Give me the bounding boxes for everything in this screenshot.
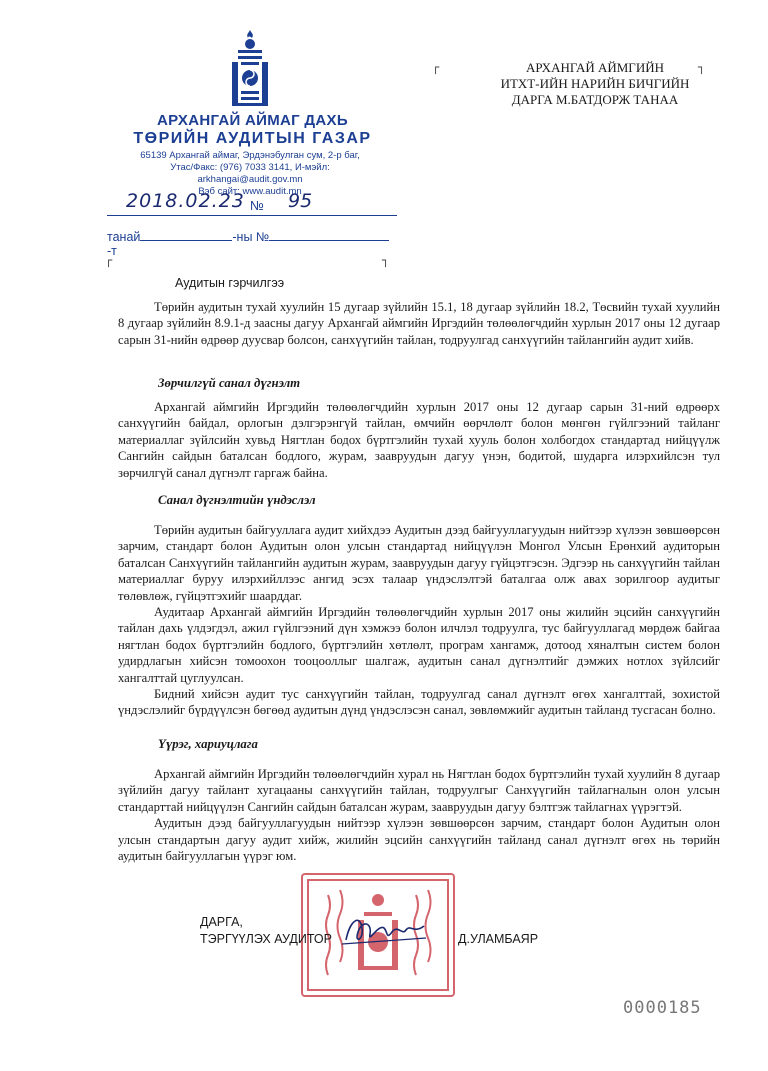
intro-paragraph (118, 299, 720, 348)
soyombo-emblem-icon (228, 28, 272, 108)
addressee-line2: ИТХТ-ИЙН НАРИЙН БИЧГИЙН (500, 76, 690, 91)
ref-tanai: танай (107, 230, 141, 244)
addressee-line1: АРХАНГАЙ АЙМГИЙН (525, 60, 664, 75)
opinion-paragraph (118, 399, 720, 481)
ref-nyi: -ны № (232, 230, 270, 244)
signer-name: Д.УЛАМБАЯР (458, 932, 539, 946)
letter-date: 2018.02.23 (126, 190, 245, 212)
document-serial-number: 0000185 (623, 998, 702, 1018)
addr-corner-left: ┌ (432, 60, 440, 74)
paragraph-text: Архангай аймгийн Иргэдийн төлөөлөгчдийн хурал нь Нягтлан бодох бүртгэлийн тухай хуулийн 8 дугаар зүйлийн дагуу тайлант хугацааны санхүүгийн тайлан, тодруулгыг Санхүүгийн тайлагналын олон улсын стандарттай нийцүүлэн Сангийн сайдын баталсан журам, заавруудын дагуу бэлтгэж тайлагнах үүрэгтэй. (118, 767, 720, 814)
paragraph-text: Бидний хийсэн аудит тус санхүүгийн тайлан, тодруулгад санал дүгнэлт өгөх хангалттай, зохистой үндэслэлийг бүрдүүлсэн бөгөөд аудитын дүнд үндэслэсэн санал, зөвлөмжийг аудитын тайланд тусгасан болно. (118, 687, 720, 718)
paragraph-text: Төрийн аудитын байгууллага аудит хийхдээ Аудитын дээд байгууллагуудын нийтээр хүлээн зөвшөөрсөн зарчим, стандарт болон Аудитын олон улсын стандартад нийцүүлэн Монгол Улсын Ерөнхий аудиторын баталсан Санхүүгийн тайлангийн аудитын журам, заавруудын дагуу гүйцэтгэсэн. Эдгээр нь санхүүгийн тайлан материаллаг буруу илэрхийллээс ангид эсэх талаар үндэслэлтэй баталгаа олж авах зорилгоор аудитыг төлөвлөж, гүйцэтгэхийг шаарддаг. (118, 523, 720, 603)
contact-address: 65139 Архангай аймаг, Эрдэнэбулган сум, 2-р баг, (140, 150, 360, 161)
paragraph-text: Аудитын дээд байгууллагуудын нийтээр хүлээн зөвшөөрсөн зарчим, стандарт болон Аудитын олон улсын стандартын дагуу аудит хийж, жилийн эцсийн санхүүгийн тайланд санал дүгнэлт өгөх нь төрийн аудитын байгууллагын үүрэг юм. (118, 816, 720, 864)
org-name-line1: АРХАНГАЙ АЙМАГ ДАХЬ (157, 112, 348, 129)
section-heading-basis: Санал дүгнэлтийн үндэслэл (158, 493, 316, 507)
paragraph-text: Төрийн аудитын тухай хуулийн 15 дугаар зүйлийн 15.1, 18 дугаар зүйлийн 18.2, Төсвийн тухай хуулийн 8 дугаар зүйлийн 8.9.1-д заасны дагуу Архангай аймгийн Иргэдийн төлөөлөгчдийн хурлын 2017 оны 12 дугаар сарын 31-нийн өдрөөр дуусвар болсон, санхүүгийн тайлан, тодруулгад санхүүгийн тайлангийн аудит хийв. (118, 300, 720, 347)
addressee-line3: ДАРГА М.БАТДОРЖ ТАНАА (511, 92, 679, 107)
section-heading-responsibility: Үүрэг, хариуцлага (158, 737, 258, 751)
contact-website: Вэб сайт: www.audit.mn (198, 186, 302, 197)
org-name-line2: ТӨРИЙН АУДИТЫН ГАЗАР (133, 130, 372, 147)
corner-mark-top-left: ┌ (105, 253, 113, 267)
addr-corner-right: ┐ (698, 60, 706, 74)
section-heading-opinion: Зөрчилгүй санал дүгнэлт (158, 376, 301, 390)
handwritten-signature (340, 910, 430, 950)
ref-t: -т (107, 244, 117, 258)
basis-paragraphs (118, 522, 720, 719)
responsibility-paragraphs (118, 766, 720, 864)
letter-subject: Аудитын гэрчилгээ (175, 276, 285, 290)
corner-mark-top-right: ┐ (382, 253, 390, 267)
signer-title-2: ТЭРГҮҮЛЭХ АУДИТОР (200, 932, 332, 946)
addressee-block (470, 60, 720, 108)
signer-title-1: ДАРГА, (200, 915, 243, 929)
paragraph-text: Архангай аймгийн Иргэдийн төлөөлөгчдийн хурлын 2017 оны 12 дугаар сарын 31-ний өдрөөрх санхүүгийн байдал, орлогын дэлгэрэнгүй тайлан, өмчийн өөрчлөлт болон мөнгөн гүйлгээний тайланг материаллаг зүйлсийн хувьд Нягтлан бодох бүртгэлийн тухай хууль болон холбогдох стандартад нийцүүлж Сангийн сайдын баталсан бодлого, журам, заавруудын дагуу үнэн, бодитой, шударга илэрхийлсэн тул зөрчилгүй санал дүгнэлт гаргаж байна. (118, 400, 720, 480)
letter-number: 95 (288, 190, 313, 212)
reference-line (107, 228, 397, 258)
paragraph-text: Аудитаар Архангай аймгийн Иргэдийн төлөөлөгчдийн хурлын 2017 оны жилийн эцсийн санхүүгийн тайлан дахь үлдэгдэл, ажил гүйлгээний дүн хэмжээ болон илчлэл тодруулга, тус байгууллагад мөрдөж байгаа нягтлан бодох бүртгэлийн бодлого, бүртгэлийн хөтлөлт, програм хангамж, дотоод хяналтын систем болон удирдлагын хийсэн томоохон тооцооллыг шалгаж, аудитын санал дүгнэлтийг дэмжих нотлох зүйлсийг хангалттай цуглуулсан. (118, 605, 720, 685)
contact-phone-email: Утас/Факс: (976) 7033 3141, И-мэйл: arkhangai@audit.gov.mn (170, 162, 330, 185)
number-label: № (250, 198, 264, 213)
